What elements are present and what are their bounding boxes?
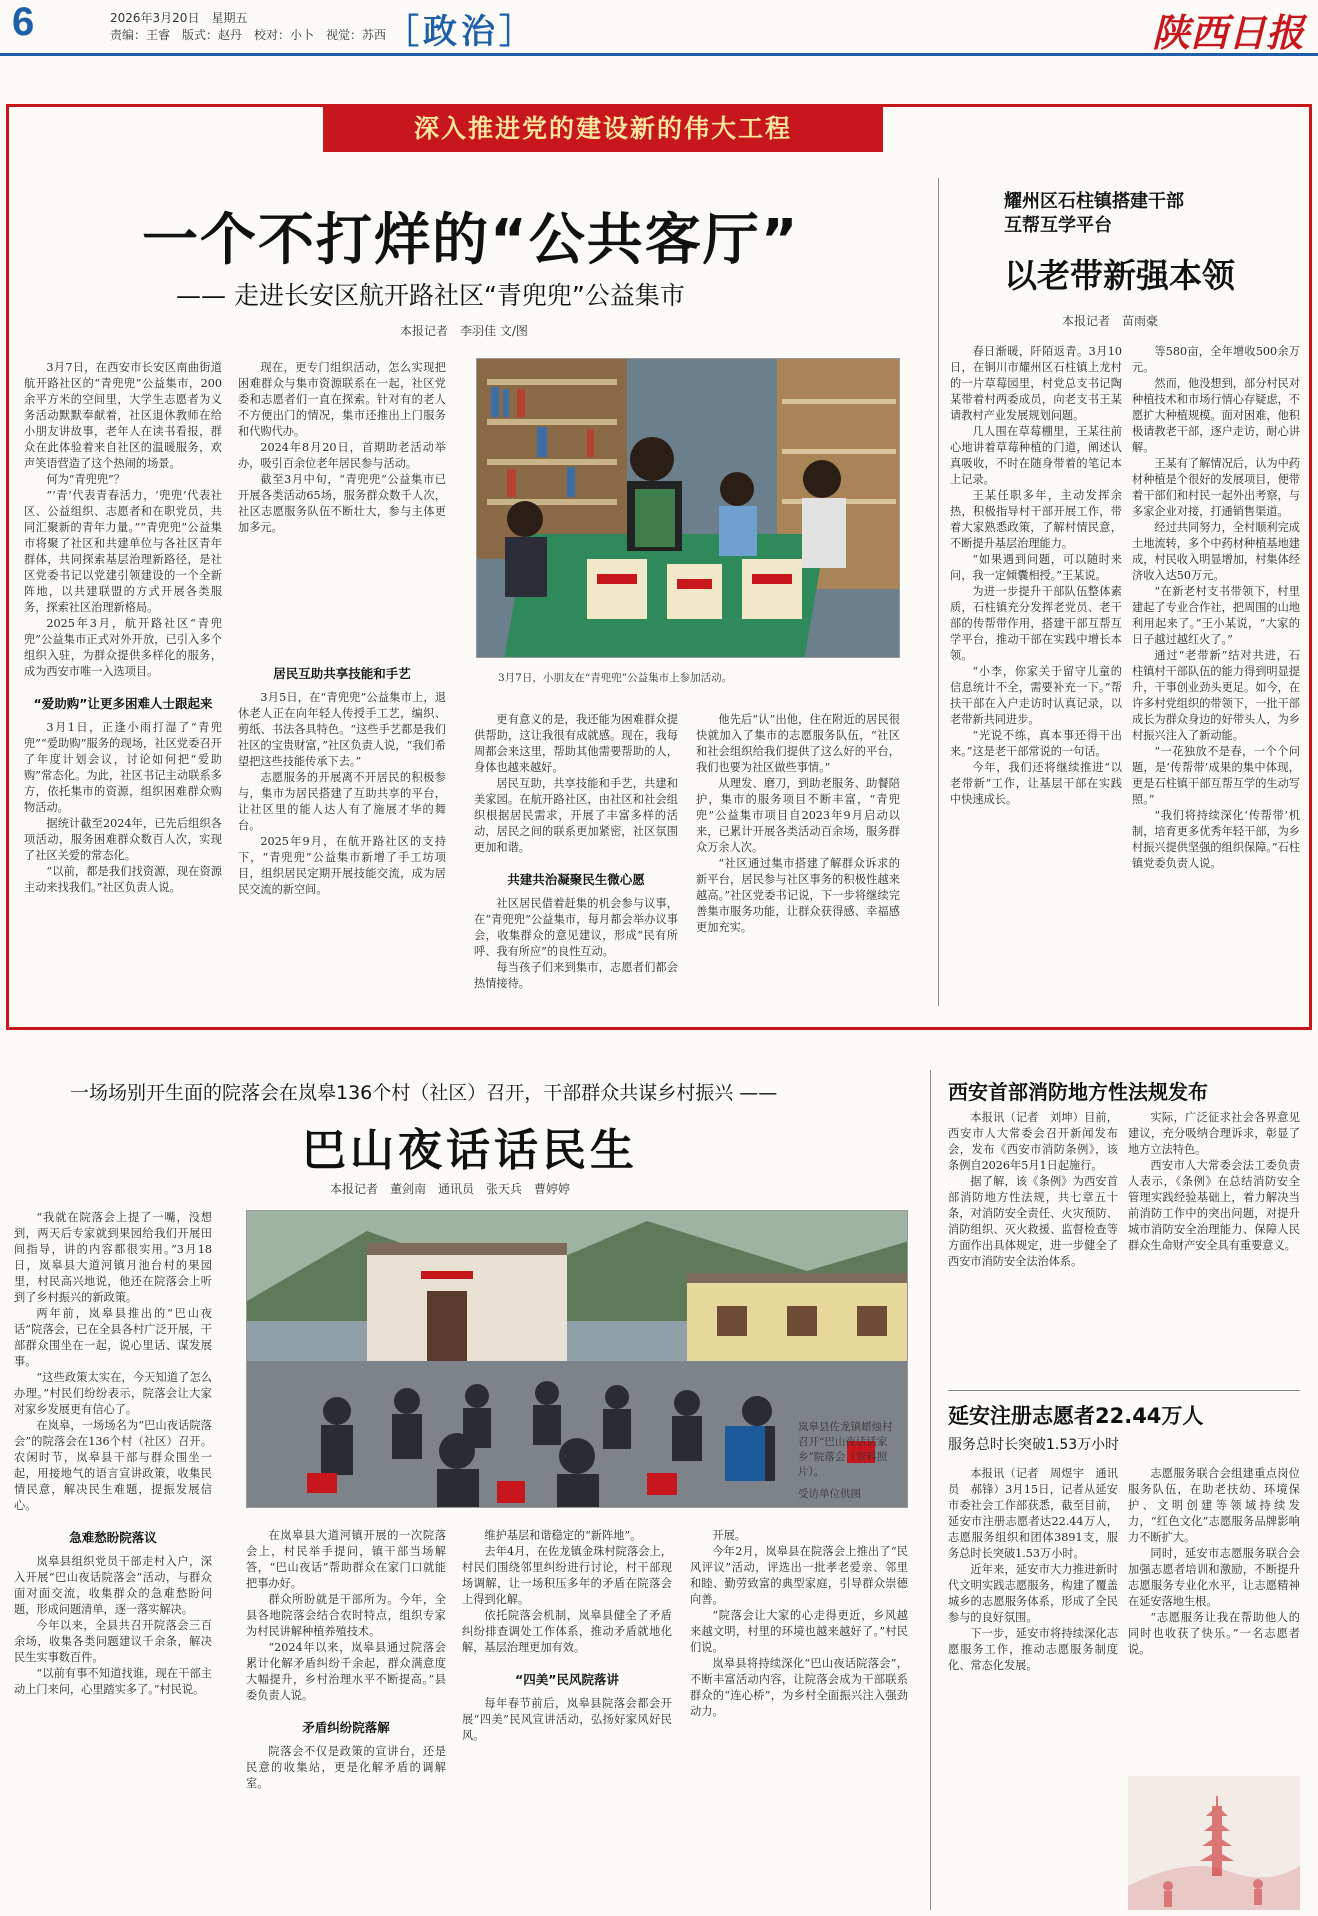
headline-bashan-night-talk: 巴山夜话话民生 — [302, 1125, 638, 1176]
pagoda-illustration — [1128, 1776, 1300, 1910]
article-a-column-2-bottom: 居民互助共享技能和手艺 3月5日，在“青兜兜”公益集市上，退休老人正在向年轻人传授手工艺，编织、剪纸、书法各具特色。“这些手艺都是我们社区的宝贵财富，”社区负责人说，“我们希望把这些技能传承下去。” 志愿服务的开展离不开居民的积极参与，集市为居民搭建了互助共享的平台，让社区里的能人达人有了施展才华的舞台。 2025年9月，在航开路社区的支持下，“青兜兜”公益集市新增了手工坊项目，组织居民定期开展技能交流，成为居民交流的新空间。 — [238, 666, 446, 896]
theme-banner: 深入推进党的建设新的伟大工程 — [323, 106, 883, 152]
article-b-column-1: 春日渐暖，阡陌返青。3月10日，在铜川市耀州区石柱镇上龙村的一片草莓园里，村党总支书记陶某带着村两委成员，向老支书王某请教村产业发展规划问题。 几人围在草莓棚里，王某往前心地讲着草莓种植的门道，阐述认真吸收，不时在随身带着的笔记本上记录。 王某任职多年，主动发挥余热，积极指导村干部开展工作，带着大家熟悉政策，了解村情民意，不断提升基层治理能力。 “如果遇到问题，可以随时来问，我一定倾囊相授。”王某说。 为进一步提升干部队伍整体素质，石柱镇充分发挥老党员、老干部的传帮带作用，搭建干部互帮互学平台，推动干部在实践中增长本领。 “小李，你家关于留守儿童的信息统计不全，需要补充一下。”帮扶干部在入户走访时认真记录，以老带新共同进步。 “光说不练，真本事还得干出来。”这是老干部常说的一句话。 今年，我们还将继续推进“以老带新”工作，让基层干部在实践中快速成长。 — [950, 345, 1122, 806]
children-photo-illustration — [477, 359, 900, 658]
headline-xian-fire-law: 西安首部消防地方性法规发布 — [948, 1080, 1208, 1104]
article-c-column-1: “我就在院落会上提了一嘴，没想到，两天后专家就到果园给我们开展田间指导，讲的内容都很实用。”3月18日，岚皋县大道河镇月池台村的果园里，村民高兴地说，他还在院落会上听到了乡村振兴的新政策。 两年前，岚皋县推出的“巴山夜话”院落会，已在全县各村广泛开展，干部群众围坐在一起，说心里话、谋发展事。 “这些政策太实在，今天知道了怎么办理。”村民们纷纷表示，院落会让大家对家乡发展更有信心了。 在岚皋，一场场名为“巴山夜话院落会”的院落会在136个村（社区）召开。农闲时节，岚皋县干部与群众围坐一起，用接地气的语言宣讲政策，收集民情民意，解决民生难题，提振发展信心。 急难愁盼院落议 岚皋县组织党员干部走村入户，深入开展“巴山夜话院落会”活动，与群众面对面交流，收集群众的急难愁盼问题，形成问题清单，逐一落实解决。 今年以来，全县共召开院落会三百余场，收集各类问题建议千余条，解决民生实事数百件。 “以前有事不知道找谁，现在干部主动上门来问，心里踏实多了。”村民说。 — [14, 1211, 212, 1696]
article-b-column-2: 等580亩，全年增收500余万元。 然而，他没想到，部分村民对种植技术和市场行情心存疑虑，不愿扩大种植规模。面对困难，他积极请教老干部，逐户走访，耐心讲解。 王某有了解情况后，认为中药材种植是个很好的发展项目，便带着干部们和村民一起外出考察，与多家企业对接，打通销售渠道。 经过共同努力，全村顺利完成土地流转，多个中药材种植基地建成，村民收入明显增加，村集体经济收入达50万元。 “在新老村支书带领下，村里建起了专业合作社，把周围的山地利用起来了。”王小某说，“大家的日子越过越红火了。” 通过“老带新”结对共进，石柱镇村干部队伍的能力得到明显提升，干事创业劲头更足。如今，在许多村党组织的带领下，一批干部成长为群众身边的好带头人，为乡村振兴注入了新动能。 “一花独放不是春，一个个问题，是‘传帮带’成果的集中体现，更是石柱镇干部互帮互学的生动写照。” “我们将持续深化‘传帮带’机制，培育更多优秀年轻干部，为乡村振兴提供坚强的组织保障。”石柱镇党委负责人说。 — [1132, 345, 1300, 870]
column-divider — [930, 1070, 931, 1910]
article-e-column-2: 志愿服务联合会组建重点岗位服务队伍，在助老扶幼、环境保护、文明创建等领域持续发力，“红色文化”志愿服务品牌影响力不断扩大。 同时，延安市志愿服务联合会加强志愿者培训和激励，不断提升志愿服务专业化水平，让志愿精神在延安落地生根。 “志愿服务让我在帮助他人的同时也收获了快乐。”一名志愿者说。 — [1128, 1467, 1300, 1656]
subhead: 急难愁盼院落议 — [69, 1530, 157, 1545]
headline-old-lead-new: 以老带新强本领 — [1004, 256, 1235, 295]
article-c-column-3: 维护基层和谐稳定的“新阵地”。 去年4月，在佐龙镇金珠村院落会上，村民们围绕邻里纠纷进行讨论，村干部现场调解，让一场积压多年的矛盾在院落会上得到化解。 依托院落会机制，岚皋县健全了矛盾纠纷排查调处工作体系，推动矛盾就地化解，基层治理更加有效。 “四美”民风院落讲 每年春节前后，岚皋县院落会都会开展“四美”民风宣讲活动，弘扬好家风好民风。 — [462, 1529, 672, 1742]
subhead: “爱助购”让更多困难人士跟起来 — [33, 696, 213, 711]
headline-public-living-room: 一个不打烊的“公共客厅” — [142, 208, 800, 273]
article-a-column-3: 更有意义的是，我还能为困难群众提供帮助，这让我很有成就感。现在，我每周都会来这里，帮助其他需要帮助的人，身体也越来越好。 居民互助，共享技能和手艺，共建和美家园。在航开路社区，由社区和社会组织根据居民需求，开展了丰富多样的活动，居民之间的联系更加紧密，社区氛围更加和谐。 共建共治凝聚民生微心愿 社区居民借着赶集的机会参与议事，在“青兜兜”公益集市，每月都会举办议事会，收集群众的意见建议，形成“民有所呼、我有所应”的良性互动。 每当孩子们来到集市，志愿者们都会热情接待。 — [474, 713, 678, 990]
subhead: 居民互助共享技能和手艺 — [273, 666, 411, 681]
column-divider — [938, 178, 939, 1006]
kicker-c: 一场场别开生面的院落会在岚皋136个村（社区）召开，干部群众共谋乡村振兴 —— — [70, 1082, 778, 1104]
article-d-column-1: 本报讯（记者 刘坤）目前，西安市人大常委会召开新闻发布会，发布《西安市消防条例》，该条例自2026年5月1日起施行。 据了解，该《条例》为西安首部消防地方性法规，共七章五十条，对消防安全责任、火灾预防、消防组织、灭火救援、监督检查等方面作出具体规定，进一步健全了西安市消防安全法治体系。 — [948, 1111, 1118, 1268]
byline-b: 本报记者 苗雨豪 — [1062, 314, 1159, 328]
article-a-column-1: 3月7日，在西安市长安区南曲街道航开路社区的“青兜兜”公益集市，200余平方米的空间里，大学生志愿者为义务活动默默奉献着，社区退休教师在给小朋友讲故事，老年人在读书看报，群众在此体验着来自社区的温暖服务，欢声笑语营造了这个热闹的场景。 何为“青兜兜”？ “‘青’代表青春活力，‘兜兜’代表社区、公益组织、志愿者和在职党员，共同汇聚新的青年力量。”“青兜兜”公益集市将聚了社区和共建单位与各社区青年群体，共同探索基层治理新路径，是社区党委书记以党建引领建设的一个全新阵地，以共建联盟的方式开展各类服务，探索社区治理新格局。 2025年3月，航开路社区“青兜兜”公益集市正式对外开放，已引入多个组织入驻，为群众提供多样化的服务，成为西安市唯一入选项目。 “爱助购”让更多困难人士跟起来 3月1日，正逢小雨打湿了“青兜兜”“爱助购”服务的现场，社区党委召开了年度计划会议，讨论如何把“爱助购”常态化。为此，社区书记主动联系多方，依托集市的资源，组织困难群众购物活动。 据统计截至2024年，已先后组织各项活动，服务困难群众数百人次，实现了社区关爱的常态化。 “以前，都是我们找资源，现在资源主动来找我们。”社区负责人说。 — [24, 361, 222, 894]
yanan-pagoda-icon — [1128, 1776, 1300, 1910]
date-line: 2026年3月20日 星期五 — [110, 11, 248, 25]
article-e-column-1: 本报讯（记者 周煜宇 通讯员 郝锋）3月15日，记者从延安市委社会工作部获悉，截至目前，延安市注册志愿者达22.44万人，志愿服务组织和团体3891支，服务总时长突破1.53万小时。 近年来，延安市大力推进新时代文明实践志愿服务，构建了覆盖城乡的志愿服务体系，形成了全民参与的良好氛围。 下一步，延安市将持续深化志愿服务工作，推动志愿服务制度化、常态化发展。 — [948, 1467, 1118, 1672]
masthead — [0, 0, 1318, 56]
photo-caption-c: 岚皋县佐龙镇蜡烛村召开“巴山夜话话家乡”院落会（资料照片）。 — [798, 1421, 893, 1478]
photo-credit-c: 受访单位供图 — [798, 1488, 861, 1500]
photo-caption-a: 3月7日，小朋友在“青兜兜”公益集市上参加活动。 — [498, 672, 733, 684]
article-a-column-2-top: 现在，更专门组织活动，怎么实现把困难群众与集市资源联系在一起，社区党委和志愿者们一直在探索。针对有的老人不方便出门的情况，集市还推出上门服务和代购代办。 2024年8月20日，首期助老活动举办，吸引百余位老年居民参与活动。 截至3月中旬，“青兜兜”公益集市已开展各类活动65场，服务群众数千人次，社区志愿服务队伍不断壮大，参与主体更加多元。 — [238, 361, 446, 534]
newspaper-logo: 陕西日报 — [1151, 10, 1304, 55]
subhead: “四美”民风院落讲 — [515, 1672, 619, 1687]
article-d-column-2: 实际，广泛征求社会各界意见建议，充分吸纳合理诉求，彰显了地方立法特色。 西安市人大常委会法工委负责人表示，《条例》在总结消防安全管理实践经验基础上，着力解决当前消防工作中的突出问题，对提升城市消防安全治理能力、保障人民群众生命财产安全具有重要意义。 — [1128, 1111, 1300, 1252]
page-number: 6 — [12, 0, 35, 44]
photo-children-activity — [476, 358, 900, 658]
kicker-b: 耀州区石柱镇搭建干部 互帮互学平台 — [1004, 191, 1184, 236]
subheadline-yanan-volunteers: 服务总时长突破1.53万小时 — [948, 1437, 1120, 1453]
row-divider — [948, 1390, 1300, 1391]
subhead: 矛盾纠纷院落解 — [302, 1720, 390, 1735]
section-title: ［政治］ — [385, 12, 537, 52]
subheadline-public-living-room: —— 走进长安区航开路社区“青兜兜”公益集市 — [176, 281, 685, 310]
masthead-meta — [110, 10, 386, 44]
staff-line: 责编：王睿 版式：赵丹 校对：小卜 视觉：苏西 — [110, 28, 387, 42]
article-a-column-4: 他先后“认”出他，住在附近的居民很快就加入了集市的志愿服务队伍，“社区和社会组织给我们提供了这么好的平台，我们也要为社区做些事情。” 从理发、磨刀，到助老服务、助餐陪护，集市的服务项目不断丰富，“青兜兜”公益集市项目自2023年9月启动以来，已累计开展各类活动百余场，服务群众万余人次。 “社区通过集市搭建了解群众诉求的新平台，居民参与社区事务的积极性越来越高。”社区党委书记说，下一步将继续完善集市服务功能，让群众获得感、幸福感更加充实。 — [696, 713, 900, 934]
headline-yanan-volunteers: 延安注册志愿者22.44万人 — [948, 1404, 1204, 1428]
article-c-column-2: 在岚皋县大道河镇开展的一次院落会上，村民举手提问，镇干部当场解答，“巴山夜话”帮助群众在家门口就能把事办好。 群众所盼就是干部所为。今年，全县各地院落会结合农时特点，组织专家为村民讲解种植养殖技术。 “2024年以来，岚皋县通过院落会累计化解矛盾纠纷千余起，群众满意度大幅提升，乡村治理水平不断提高。”县委负责人说。 矛盾纠纷院落解 院落会不仅是政策的宣讲台，还是民意的收集站，更是化解矛盾的调解室。 — [246, 1529, 446, 1790]
article-c-column-4: 开展。 今年2月，岚皋县在院落会上推出了“民风评议”活动，评选出一批孝老爱亲、邻里和睦、勤劳致富的典型家庭，引导群众崇德向善。 “院落会让大家的心走得更近，乡风越来越文明，村里的环境也越来越好了。”村民们说。 岚皋县将持续深化“巴山夜话院落会”，不断丰富活动内容，让院落会成为干部联系群众的“连心桥”，为乡村全面振兴注入强劲动力。 — [690, 1529, 908, 1718]
byline-c: 本报记者 董剑南 通讯员 张天兵 曹婷婷 — [330, 1182, 571, 1196]
byline-a: 本报记者 李羽佳 文/图 — [400, 324, 528, 338]
subhead: 共建共治凝聚民生微心愿 — [507, 872, 645, 887]
